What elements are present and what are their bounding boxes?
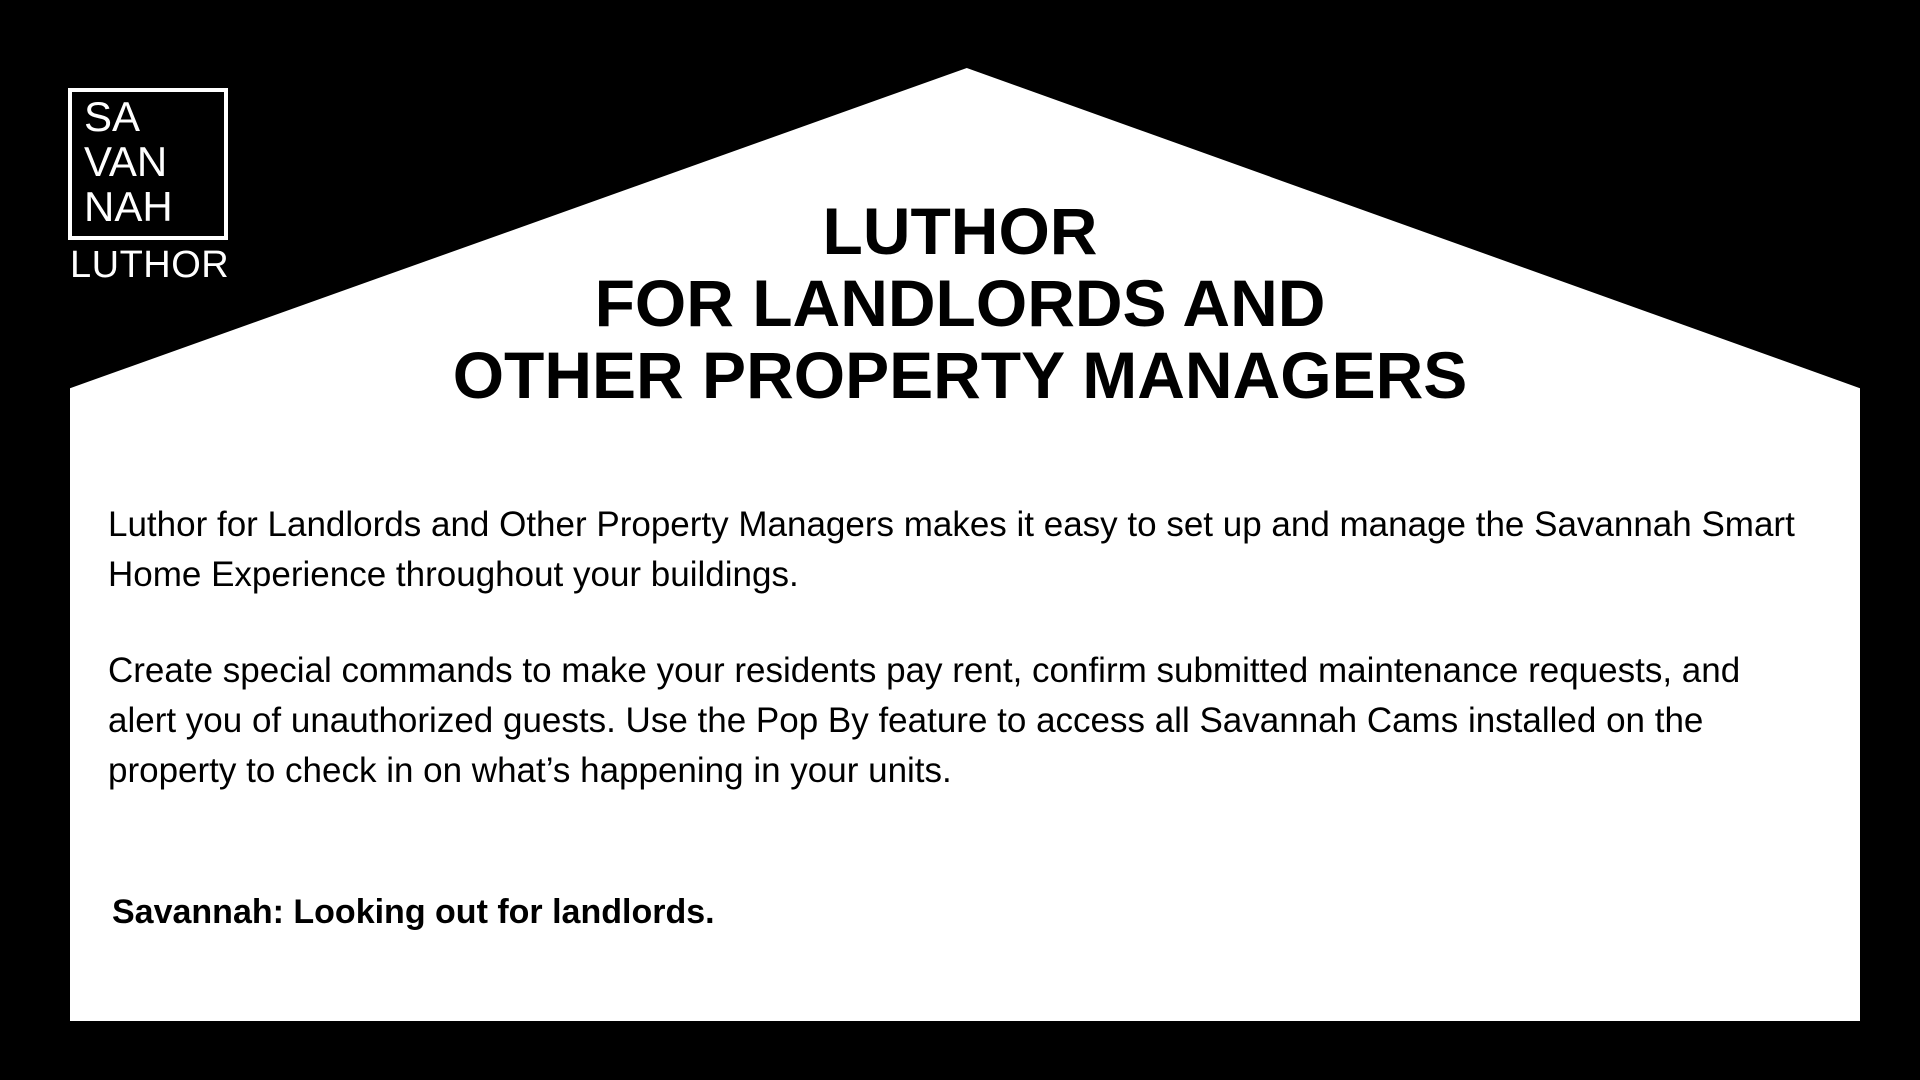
page-title-line-3: OTHER PROPERTY MANAGERS xyxy=(452,338,1468,412)
logo-line-1: SA xyxy=(84,93,141,140)
page-title-line-1: LUTHOR xyxy=(822,194,1098,268)
logo-wordmark: LUTHOR xyxy=(70,244,230,286)
body-copy xyxy=(108,500,1808,796)
logo-line-2: VAN xyxy=(84,138,168,185)
page-title-line-2: FOR LANDLORDS AND xyxy=(594,266,1326,340)
logo-line-3: NAH xyxy=(84,183,173,230)
tagline: Savannah: Looking out for landlords. xyxy=(112,893,715,931)
page-title xyxy=(0,195,1920,411)
body-paragraph-2: Create special commands to make your residents pay rent, confirm submitted maintenance requests, and alert you of unauthorized guests. Use the Pop By feature to access all Savannah Cams installed on the property to check in on what’s happening in your units. xyxy=(108,651,1741,790)
body-paragraph-1: Luthor for Landlords and Other Property Managers makes it easy to set up and manage the Savannah Smart Home Experience throughout your buildings. xyxy=(108,505,1795,594)
